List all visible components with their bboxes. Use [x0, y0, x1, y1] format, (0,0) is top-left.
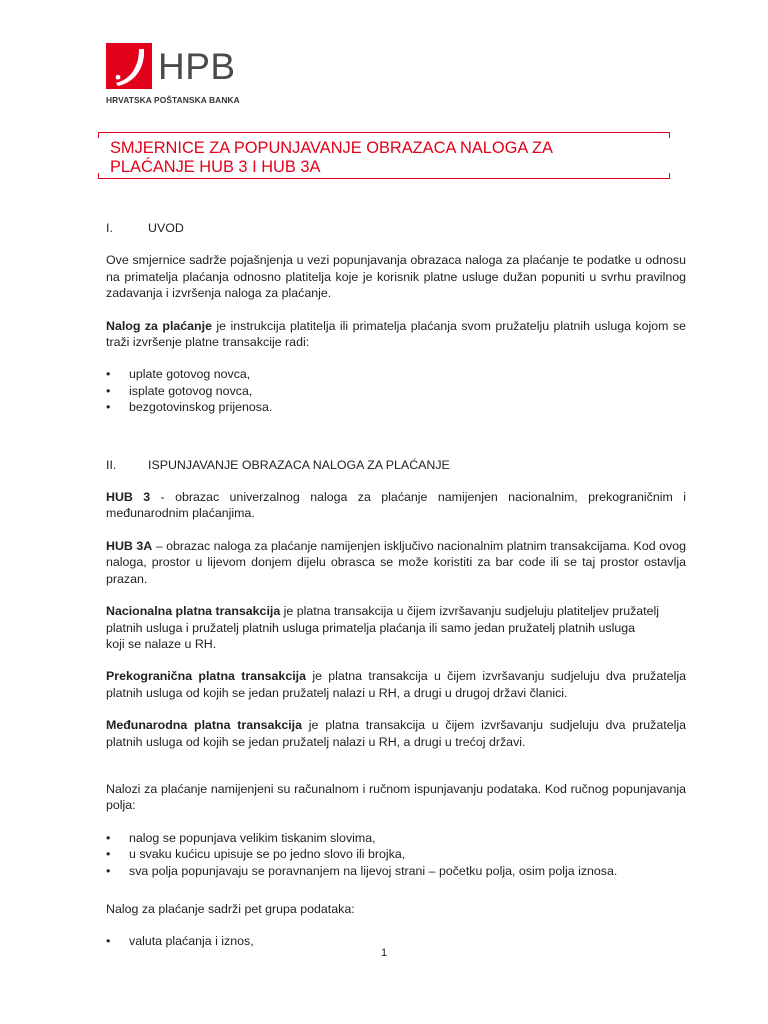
title-line-1: SMJERNICE ZA POPUNJAVANJE OBRAZACA NALOGA ZA: [110, 139, 553, 157]
medjunarodna-paragraph: Međunarodna platna transakcija je platna transakcija u čijem izvršavanju sudjeluju dva pružatelja platnih usluga od kojih se jedan pružatelj nalazi u RH, a drugi u trećoj državi.: [106, 718, 686, 749]
section-title: ISPUNJAVANJE OBRAZACA NALOGA ZA PLAĆANJE: [148, 457, 450, 472]
list-item: • nalog se popunjava velikim tiskanim slovima,: [106, 830, 376, 845]
list-item: • uplate gotovog novca,: [106, 367, 251, 382]
title-line-2: PLAĆANJE HUB 3 I HUB 3A: [110, 158, 321, 176]
page-number: 1: [380, 947, 388, 959]
logo-subtitle: HRVATSKA POŠTANSKA BANKA: [106, 95, 240, 105]
term-bold: Nalog za plaćanje: [106, 318, 212, 333]
document-title: [110, 139, 650, 177]
list-item: • isplate gotovog novca,: [106, 383, 253, 398]
hpb-logo-mark-icon: [106, 43, 152, 89]
term-text: je instrukcija platitelja ili primatelja plaćanja svom pružatelju platnih usluga kojom se traži izvršenje platne transakcije radi:: [106, 318, 686, 350]
document-title-box: [98, 132, 670, 179]
prekogranicna-paragraph: Prekogranična platna transakcija je platna transakcija u čijem izvršavanju sudjeluju dva pružatelja platnih usluga od kojih se jedan pružatelj nalazi u RH, a drugi u drugoj državi članici.: [106, 669, 686, 700]
nalozi-paragraph: Nalozi za plaćanje namijenjeni su računalnom i ručnom ispunjavanju podataka. Kod ručnog popunjavanja polja:: [106, 781, 686, 813]
transaction-types-list: [106, 366, 686, 415]
nalog-definition: [106, 318, 686, 351]
section-number: II.: [106, 457, 117, 472]
list-item: • bezgotovinskog prijenosa.: [106, 400, 273, 415]
list-item: • sva polja popunjavaju se poravnanjem na lijevoj strani – početku polja, osim polja iznosa.: [106, 863, 618, 878]
hub3-paragraph: HUB 3 - obrazac univerzalnog naloga za plaćanje namijenjen nacionalnim, prekograničnim i međunarodnim plaćanjima.: [106, 490, 686, 521]
data-groups-paragraph: Nalog za plaćanje sadrži pet grupa podataka:: [106, 901, 355, 916]
logo-brand-text: HPB: [158, 46, 236, 87]
list-item: • valuta plaćanja i iznos,: [106, 934, 254, 949]
document-body: [106, 220, 686, 950]
section-title: UVOD: [148, 221, 184, 235]
list-item: • u svaku kućicu upisuje se po jedno slovo ili brojka,: [106, 847, 406, 862]
section-number: I.: [106, 221, 113, 235]
nacionalna-paragraph: Nacionalna platna transakcija je platna transakcija u čijem izvršavanju sudjeluju platiteljev pružatelj platnih usluga i pružatelj platnih usluga primatelja plaćanja ili samo jedan pružatelj platnih usluga koji se nalaze u RH.: [106, 604, 660, 651]
section-2-heading: [106, 457, 686, 473]
filling-rules-list: [106, 830, 686, 879]
hub3a-paragraph: HUB 3A – obrazac naloga za plaćanje namijenjen isključivo nacionalnim platnim transakcijama. Kod ovog naloga, prostor u lijevom donjem dijelu obrasca se može koristiti za bar code ili se taj prostor ostavlja prazan.: [106, 538, 686, 586]
intro-paragraph: Ove smjernice sadrže pojašnjenja u vezi popunjavanja obrazaca naloga za plaćanje te podatke u odnosu na primatelja plaćanja odnosno platitelja koje je korisnik platne usluge dužan popuniti u svrhu pravilnog zadavanja i izvršenja naloga za plaćanje.: [106, 253, 686, 301]
section-1-heading: [106, 220, 686, 236]
